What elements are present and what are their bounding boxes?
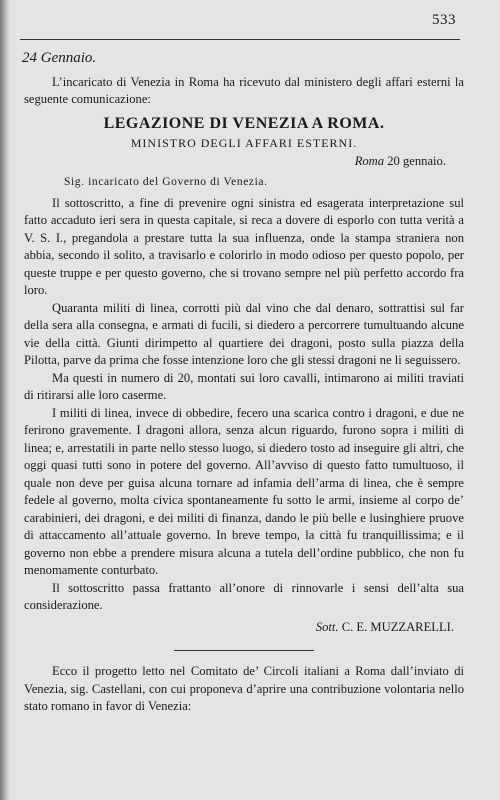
date-heading: 24 Gennaio. [22, 50, 97, 66]
document-title: LEGAZIONE DI VENEZIA A ROMA. [103, 114, 385, 132]
signature-name: C. E. MUZZARELLI. [341, 619, 454, 634]
salutation: Sig. incaricato del Governo di Venezia. [64, 176, 268, 188]
book-binding-shadow [0, 0, 10, 800]
body-paragraph: Quaranta militi di linea, corrotti più dal vino che dal denaro, sottrattisi sul far della sera alla consegna, e armati di fucili, si diedero a percorrere tumultuando alcune vie della città. Giunti dirimpetto al quartiere dei dragoni, posto sulla piazza della Pilotta, parve da prima che fosse intenzione loro che gli stessi dragoni ne li seguissero. [24, 300, 464, 367]
document-subtitle: MINISTRO DEGLI AFFARI ESTERNI. [130, 136, 358, 150]
dateline-city: Roma [354, 153, 385, 168]
header-rule [20, 39, 460, 40]
signature [24, 619, 454, 637]
body-paragraph: I militi di linea, invece di obbedire, fecero una scarica contro i dragoni, e due ne ferirono gravemente. I dragoni allora, senza alcun riguardo, furono sopra i militi di linea; e, arrestatili in parte nello stesso luogo, si diedero tosto ad inseguire gli altri, che oggi quasi tutti sono in potere del governo. All’avviso di questo fatto tumultuoso, il quale non deve per guisa alcuna tornare ad infamia dell’arma di linea, che è sempre fedele al governo, molta civica spontaneamente fu sotto le armi, insieme al corpo de’ carabinieri, dei dragoni, e dei militi di finanza, dando le più belle e lusinghiere pruove di attaccamento all’attuale governo. In breve tempo, la città fu tranquillissima; e il governo non ebbe a prendere misura alcuna a tutela dell’ordine pubblico, che non fu menomamente conturbato. [24, 405, 464, 577]
section-divider [174, 650, 314, 651]
dateline-date: 20 gennaio. [387, 153, 446, 168]
dateline [24, 153, 446, 171]
page-body [24, 50, 464, 716]
intro-paragraph: L’incaricato di Venezia in Roma ha ricevuto dal ministero degli affari esterni la seguente comunicazione: [24, 74, 464, 106]
body-paragraph: Il sottoscritto, a fine di prevenire ogni sinistra ed esagerata interpretazione sul fatto accaduto ieri sera in questa capitale, si reca a dovere di esporlo con tutta verità a V. S. I., pregandola a prestare tutta la sua influenza, onde la stampa straniera non abbia, secondo il solito, a travisarlo e colorirlo in modo odioso per questo popolo, per queste truppe e per questo governo, che si trovano sempre nel più perfetto accordo fra loro. [24, 195, 464, 297]
page-number: 533 [432, 12, 456, 28]
signature-prefix: Sott. [315, 619, 339, 634]
body-paragraph: Ma questi in numero di 20, montati sui loro cavalli, intimarono ai militi traviati di ritirarsi alle loro caserme. [24, 370, 464, 402]
closing-paragraph: Ecco il progetto letto nel Comitato de’ Circoli italiani a Roma dall’inviato di Venezia, sig. Castellani, con cui proponeva d’aprire una contribuzione volontaria nello stato romano in favor di Venezia: [24, 664, 464, 713]
body-paragraph: Il sottoscritto passa frattanto all’onore di rinnovarle i sensi dell’alta sua considerazione. [24, 580, 464, 612]
